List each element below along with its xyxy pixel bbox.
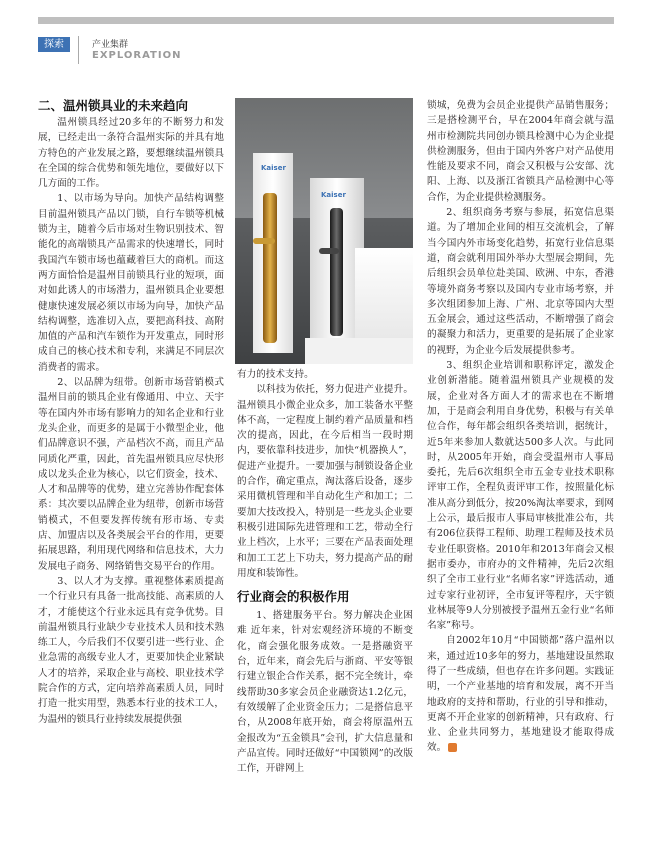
lock-exhibition-photo: [235, 98, 413, 364]
gold-lock-handle: [253, 238, 275, 244]
paragraph: 2、组织商务考察与参展，拓宽信息渠道。为了增加企业间的相互交流机会，了解当今国内外市场变化趋势，拓宽行业信息渠道，商会就利用国外举办大型展会期间，先后组织会员单位赴美国、欧洲、中东，香港等境外商务考察以及国内专业市场考察，并多次组团参加上海、广州、北京等国内大型五金展会，通过这些活动，不断增强了商会的凝聚力和活力，更重要的是拓展了企业家的视野，为企业今后发展提供参考。: [427, 207, 614, 356]
paragraph: 3、以人才为支撑。重视整体素质提高 一个行业只有具备一批高技能、高素质的人才，才能使这个行业永远具有竞争优势。目前温州锁具行业缺少专业技术人员和技术熟练工人，今后我们不仅要引进一些行业、企业急需的高级专业人才，更要加快企业紧缺人才的培养，采取企业与高校、职业技术学院合作的方式，定向培养高素质人员，同时打造一批实用型，熟悉本行业的技术工人，为温州的锁具行业持续发展提供强: [38, 575, 224, 725]
column-2: [237, 367, 413, 776]
paragraph: 有力的技术支持。: [237, 369, 314, 380]
end-mark-icon: [448, 743, 457, 752]
section-badge: 探索: [38, 37, 70, 52]
black-door-lock: [330, 208, 343, 336]
brand-label: Kaiser: [321, 191, 346, 199]
column-3: [427, 98, 614, 756]
paragraph: 1、搭建服务平台。努力解决企业困难 近年来，针对宏观经济环境的不断变化，商会强化服务成效。一是搭融资平台，近年来，商会先后与浙商、平安等银行建立银企合作关系，据不完全统计，牵线帮助30多家会员企业融资达1.2亿元，有效缓解了企业资金压力；二是搭信息平台，从2008年底开始，商会将原温州五金报改为“五金锁具”会刊，扩大信息量和产品宣传。同时还做好“中国锁网”的改版工作，开辟网上: [237, 610, 413, 775]
section-heading-future-trends: 二、温州锁具业的未来趋向: [38, 98, 189, 113]
paragraph: 以科技为依托，努力促进产业提升。温州锁具小微企业众多，加工装备水平整体不高，一定程度上制约着产品质量和档次的提高，因此，在今后相当一段时期内，要依靠科技进步，加快“机器换人”，促进产业提升。一要加强与制锁设备企业的合作，确定重点，淘汰落后设备，逐步采用微机管理和半自动化生产和加工；二要加大技改投入，特别是一些龙头企业要积极引进国际先进管理和工艺，带动全行业上档次，上水平；三要在产品表面处理和加工工艺上下功夫，努力提高产品的耐用度和装饰性。: [237, 384, 413, 579]
header-divider: [78, 36, 79, 64]
paragraph: 温州锁具经过20多年的不断努力和发展，已经走出一条符合温州实际的并具有地方特色的产业发展之路，要想继续温州锁具在全国的综合优势和领先地位，要做好以下几方面的工作。: [38, 117, 224, 190]
display-base: [305, 338, 413, 364]
column-1: [38, 98, 224, 727]
paragraph: 锁城，免费为会员企业提供产品销售服务；三是搭检测平台，早在2004年商会就与温州市检测院共同创办锁具检测中心为企业提供检测服务，但由于国内外客户对产品使用性能及要求不同，商会又积极与公安部、沈阳、上海、以及浙江省锁具产品检测中心等合作，为企业提供检测服务。: [427, 100, 614, 203]
top-rule: [38, 17, 614, 24]
paragraph: [427, 633, 614, 755]
section-title-en: EXPLORATION: [92, 50, 182, 61]
paragraph: 1、以市场为导向。加快产品结构调整 目前温州锁具产品以门锁，自行车锁等机械锁为主，随着今后市场对生物识别技术、智能化的高端锁具产品需求的快速增长，同时我国汽车锁市场也蕴藏着巨大的商机。而这两方面恰恰是温州目前锁具行业的短项，面对如此诱人的市场潜力，温州锁具企业要想健康快速发展必须以市场为向导，加快产品结构调整，选准切入点，要把高科技、高附加值的产品和汽车锁作为开发重点，同时形成自己的核心技术和专利，来满足不同层次消费者的需求。: [38, 193, 224, 373]
section-heading-chamber-role: 行业商会的积极作用: [237, 589, 350, 605]
paragraph: 3、组织企业培训和职称评定，激发企业创新潜能。随着温州锁具产业规模的发展，企业对各方面人才的需求也在不断增加，于是商会利用自身优势，积极与有关单位合作，每年都会组织各类培训，据统计，近5年来参加人数就达500多人次。与此同时，从2005年开始，商会受温州市人事局委托，先后6次组织全市五金专业技术职称评审工作，全程负责评审工作，按照量化标准从高分到低分，按20%淘汰率要求，到网上公示，最后报市人事局审核批准公布，共有206位获得工程师、助理工程师及技术员专业任职资格。2010年和2013年商会又根据市委办，市府办的文件精神，先后2次组织了全市工业行业“名师名家”评选活动，通过专家行业初评，全市复评等程序，天宇锁业林展等9人分别被授予温州五金行业“名师名家”称号。: [427, 360, 614, 632]
section-title-cn: 产业集群: [92, 40, 129, 50]
paragraph: 2、以品牌为纽带。创新市场营销模式 温州目前的锁具企业有像通用、中立、天宇等在国内外市场有影响力的知名企业和行业龙头企业，而更多的是属于小微型企业，他们品牌意识不强，产品档次不高，而且产品同质化严重，因此，首先温州锁具应尽快形成以龙头企业为核心，以它们资金，技术、人才和品牌等的优势，建立完善协作配套体系：其次要以品牌企业为纽带，创新市场营销模式，不但要发挥传统有形市场、专卖店、加盟店以及各类展会平台的作用，更要拓展思路，利用现代网络和信息技术，大力发展电子商务、网络销售交易平台的作用。: [38, 377, 224, 572]
brand-label: Kaiser: [261, 164, 286, 172]
closing-paragraph-text: 自2002年10月“中国锁都”落户温州以来，通过近10多年的努力，基地建设虽然取得了一些成绩，但也存在许多问题。实践证明，一个产业基地的培育和发展，离不开当地政府的支持和帮助，行业的引导和推动，更离不开企业家的创新精神，只有政府、行业、企业共同努力，基地建设才能取得成效。: [427, 635, 614, 754]
black-lock-handle: [319, 248, 339, 254]
gold-door-lock: [263, 193, 277, 343]
display-stand: [355, 248, 413, 348]
